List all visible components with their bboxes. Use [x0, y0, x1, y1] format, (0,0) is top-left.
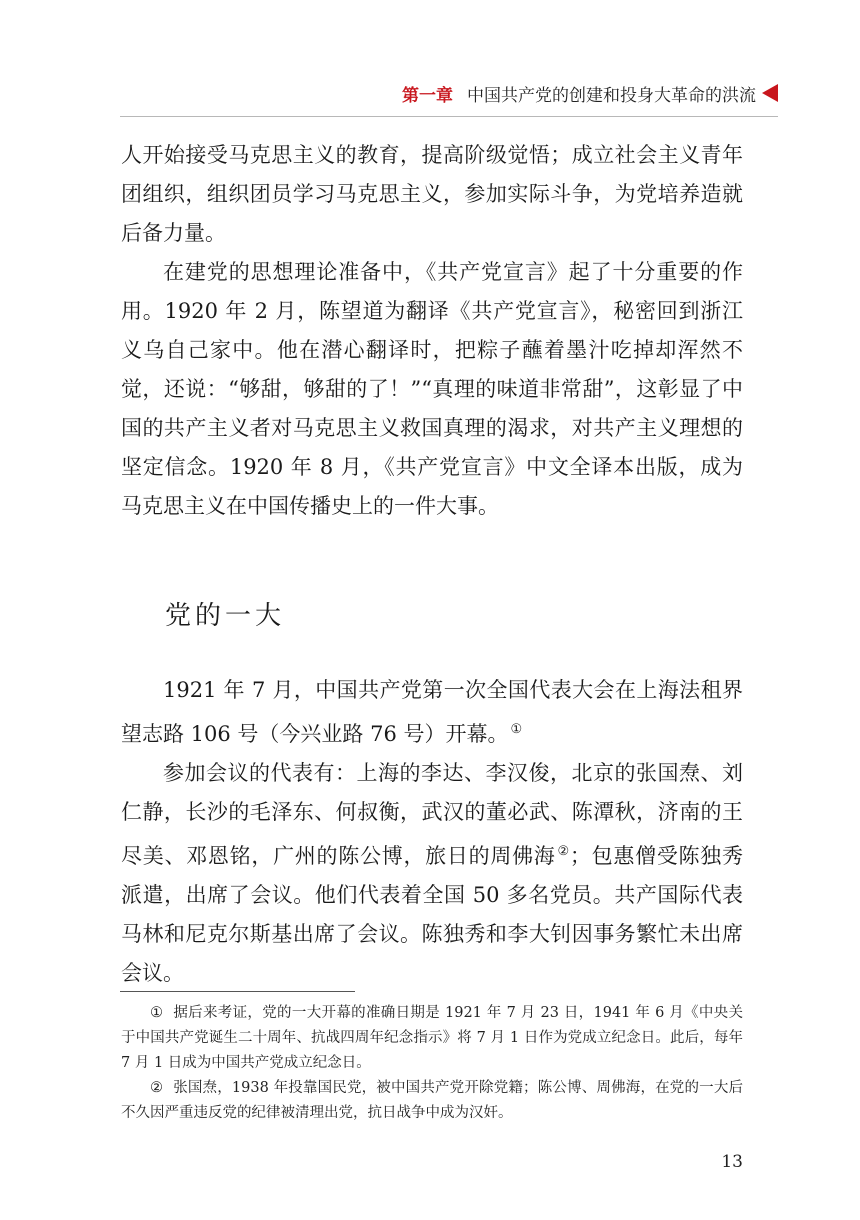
footnote-mark: ① — [150, 1005, 164, 1021]
paragraph: 在建党的思想理论准备中，《共产党宣言》起了十分重要的作用。1920 年 2 月，陈望道为翻译《共产党宣言》，秘密回到浙江义乌自己家中。他在潜心翻译时，把粽子蘸着墨汁吃掉却浑然不觉，还说：“够甜，够甜的了！”“真理的味道非常甜”，这彰显了中国的共产主义者对马克思主义救国真理的渴求，对共产主义理想的坚定信念。1920 年 8 月，《共产党宣言》中文全译本出版，成为马克思主义在中国传播史上的一件大事。 — [121, 260, 743, 518]
section-heading: 党的一大 — [165, 601, 286, 631]
footnote-item — [121, 1076, 743, 1126]
running-header — [402, 78, 778, 108]
section-intro — [121, 136, 743, 526]
paragraph-text: 参加会议的代表有：上海的李达、李汉俊，北京的张国焘、刘仁静，长沙的毛泽东、何叔衡，武汉的董必武、陈潭秋，济南的王尽美、邓恩铭，广州的陈公博，旅日的周佛海 — [121, 761, 743, 868]
paragraph-text: ；包惠僧受陈独秀派遣，出席了会议。他们代表着全国 50 多名党员。共产国际代表马林和尼克尔斯基出席了会议。陈独秀和李大钊因事务繁忙未出席会议。 — [121, 844, 744, 985]
footnotes — [121, 1001, 743, 1126]
paragraph: 人开始接受马克思主义的教育，提高阶级觉悟；成立社会主义青年团组织，组织团员学习马克思主义，参加实际斗争，为党培养造就后备力量。 — [121, 143, 743, 245]
triangle-marker-icon — [762, 84, 778, 102]
paragraph-text: 1921 年 7 月，中国共产党第一次全国代表大会在上海法租界望志路 106 号（今兴业路 76 号）开幕。 — [121, 678, 743, 746]
footnote-text: 据后来考证，党的一大开幕的准确日期是 1921 年 7 月 23 日，1941 年 6 月《中央关于中国共产党诞生二十周年、抗战四周年纪念指示》将 7 月 1 日作为党成立纪念日。此后，每年 7 月 1 日成为中国共产党成立纪念日。 — [121, 1005, 744, 1071]
footnote-ref-2[interactable]: ② — [557, 844, 570, 859]
footnote-mark: ② — [150, 1080, 164, 1096]
chapter-title: 中国共产党的创建和投身大革命的洪流 — [467, 85, 756, 106]
paragraph — [121, 671, 743, 754]
header-divider — [120, 116, 778, 117]
page-number: 13 — [721, 1152, 743, 1172]
footnote-divider — [120, 991, 355, 992]
footnote-item — [121, 1001, 743, 1076]
footnote-ref-1[interactable]: ① — [510, 722, 523, 737]
paragraph — [121, 754, 743, 993]
chapter-number: 第一章 — [402, 85, 453, 106]
section-first-congress — [121, 671, 743, 993]
footnote-text: 张国焘，1938 年投靠国民党，被中国共产党开除党籍；陈公博、周佛海，在党的一大后不久因严重违反党的纪律被清理出党，抗日战争中成为汉奸。 — [121, 1080, 744, 1121]
